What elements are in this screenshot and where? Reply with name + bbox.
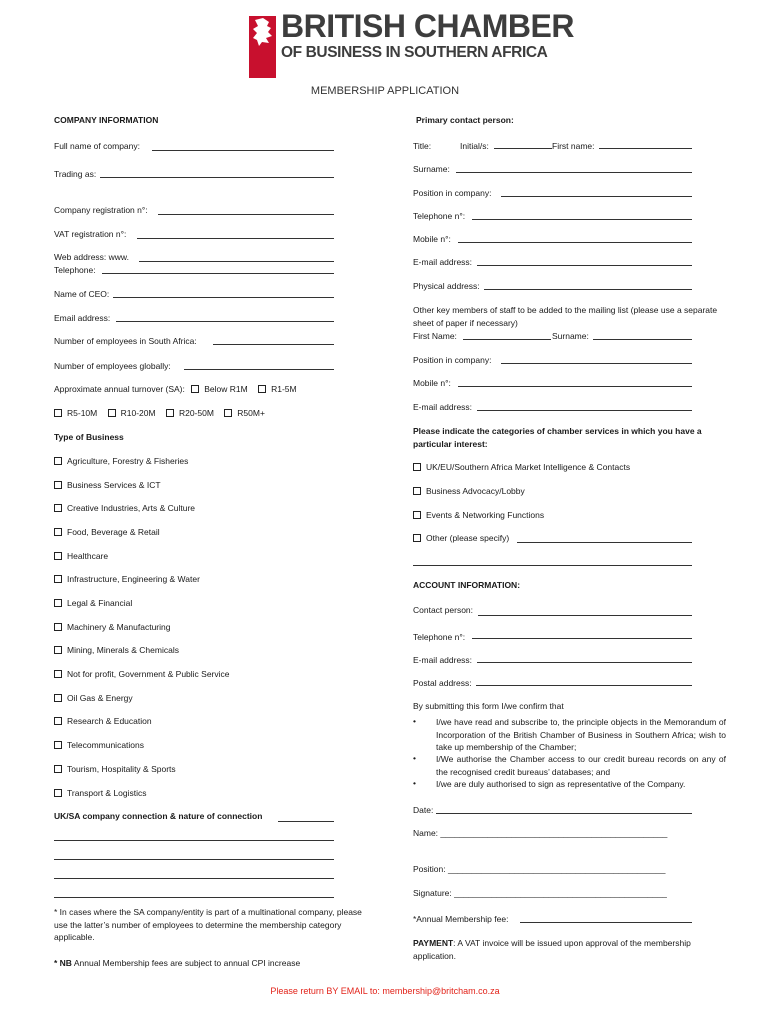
confirm-bullet: I/we have read and subscribe to, the principle objects in the Memorandum of Incorporation of the British Chamber of Business in Southern Africa; wish to take up membership of the Chamber; [436, 717, 726, 752]
business-type-option[interactable]: Legal & Financial [54, 598, 132, 608]
multinational-note: * In cases where the SA company/entity is part of a multinational company, please use the latter’s number of employees to determine the membership category applicable. [54, 907, 362, 942]
employees-global-label: Number of employees globally: [54, 361, 171, 371]
contact-first-name-field[interactable] [599, 148, 692, 149]
checkbox-icon [54, 646, 62, 654]
checkbox-icon [54, 528, 62, 536]
staff-surname-label: Surname: [552, 331, 589, 341]
return-email-footer: Please return BY EMAIL to: membership@britcham.co.za [270, 986, 500, 996]
turnover-row-1 [54, 384, 297, 394]
date-field[interactable] [436, 813, 692, 814]
staff-first-name-label: First Name: [413, 331, 457, 341]
connection-field[interactable] [54, 859, 334, 860]
staff-position-field[interactable] [501, 363, 692, 364]
service-option[interactable]: Events & Networking Functions [413, 510, 544, 520]
turnover-row-2 [54, 408, 265, 418]
telephone-label: Telephone: [54, 265, 96, 275]
contact-email-label: E-mail address: [413, 257, 473, 267]
employees-global-field[interactable] [184, 369, 334, 370]
checkbox-icon [54, 741, 62, 749]
trading-as-label: Trading as: [54, 169, 97, 179]
ceo-label: Name of CEO: [54, 289, 110, 299]
connection-field[interactable] [54, 840, 334, 841]
email-label: Email address: [54, 313, 111, 323]
payment-note: PAYMENT: A VAT invoice will be issued upon approval of the membership application. [413, 938, 691, 961]
checkbox-icon [191, 385, 199, 393]
checkbox-icon [166, 409, 174, 417]
turnover-option[interactable]: R20-50M [166, 408, 214, 418]
bullet-icon: • [413, 753, 416, 763]
account-email-field[interactable] [477, 662, 692, 663]
account-heading: ACCOUNT INFORMATION: [413, 580, 521, 590]
checkbox-icon [54, 504, 62, 512]
company-info-heading: COMPANY INFORMATION [54, 115, 159, 125]
checkbox-icon [54, 789, 62, 797]
turnover-label: Approximate annual turnover (SA): [54, 384, 185, 394]
logo-title: BRITISH CHAMBER [281, 8, 574, 44]
checkbox-icon [413, 534, 421, 542]
contact-title-label: Title: [413, 141, 432, 151]
business-type-option[interactable]: Tourism, Hospitality & Sports [54, 764, 176, 774]
connection-heading: UK/SA company connection & nature of connection [54, 811, 263, 821]
checkbox-icon [54, 409, 62, 417]
turnover-option[interactable]: R5-10M [54, 408, 97, 418]
trading-as-field[interactable] [100, 177, 334, 178]
checkbox-icon [413, 463, 421, 471]
bullet-icon: • [413, 778, 416, 788]
service-option[interactable]: Business Advocacy/Lobby [413, 486, 525, 496]
fee-label: *Annual Membership fee: [413, 914, 509, 924]
staff-mobile-label: Mobile n°: [413, 378, 451, 388]
employees-sa-label: Number of employees in South Africa: [54, 336, 197, 346]
contact-position-field[interactable] [501, 196, 692, 197]
business-type-option[interactable]: Healthcare [54, 551, 108, 561]
name-line[interactable]: Name: ________________________________________________ [413, 828, 668, 838]
bullet-icon: • [413, 716, 416, 726]
connection-field[interactable] [54, 878, 334, 879]
email-field[interactable] [116, 321, 334, 322]
vat-field[interactable] [137, 238, 334, 239]
full-name-label: Full name of company: [54, 141, 140, 151]
cpi-note: * NB Annual Membership fees are subject to annual CPI increase [54, 958, 301, 968]
contact-surname-field[interactable] [456, 172, 692, 173]
business-type-option[interactable]: Telecommunications [54, 740, 144, 750]
services-heading: Please indicate the categories of chamber services in which you have a particular interest: [413, 426, 702, 449]
connection-field[interactable] [278, 821, 334, 822]
account-telephone-field[interactable] [472, 638, 692, 639]
business-type-option[interactable]: Not for profit, Government & Public Service [54, 669, 230, 679]
contact-initials-field[interactable] [494, 148, 552, 149]
checkbox-icon [54, 599, 62, 607]
business-type-heading: Type of Business [54, 432, 124, 442]
date-label: Date: [413, 805, 434, 815]
signature-line[interactable]: Signature: _____________________________________________ [413, 888, 667, 898]
checkbox-icon [224, 409, 232, 417]
contact-initials-label: Initial/s: [460, 141, 489, 151]
checkbox-icon [54, 575, 62, 583]
turnover-option[interactable]: Below R1M [191, 384, 247, 394]
checkbox-icon [413, 487, 421, 495]
contact-telephone-field[interactable] [472, 219, 692, 220]
checkbox-icon [108, 409, 116, 417]
telephone-field[interactable] [102, 273, 334, 274]
fee-field[interactable] [520, 922, 692, 923]
staff-intro: Other key members of staff to be added to the mailing list (please use a separate sheet of paper if necessary) [413, 305, 718, 328]
business-type-option[interactable]: Research & Education [54, 716, 152, 726]
checkbox-icon [54, 457, 62, 465]
form-title: MEMBERSHIP APPLICATION [310, 85, 460, 97]
business-type-option[interactable]: Mining, Minerals & Chemicals [54, 645, 179, 655]
lion-logo-icon [249, 16, 276, 78]
web-field[interactable] [139, 261, 334, 262]
contact-mobile-label: Mobile n°: [413, 234, 451, 244]
business-type-option[interactable]: Transport & Logistics [54, 788, 147, 798]
business-type-option[interactable]: Agriculture, Forestry & Fisheries [54, 456, 188, 466]
staff-surname-field[interactable] [593, 339, 692, 340]
staff-email-label: E-mail address: [413, 402, 473, 412]
checkbox-icon [258, 385, 266, 393]
other-specify-field[interactable] [517, 542, 692, 543]
turnover-option[interactable]: R10-20M [108, 408, 156, 418]
business-type-option[interactable]: Business Services & ICT [54, 480, 161, 490]
turnover-option[interactable]: R50M+ [224, 408, 265, 418]
checkbox-icon [54, 694, 62, 702]
registration-field[interactable] [158, 214, 334, 215]
logo-subtitle: OF BUSINESS IN SOUTHERN AFRICA [281, 44, 548, 61]
checkbox-icon [54, 623, 62, 631]
vat-label: VAT registration n°: [54, 229, 127, 239]
confirm-bullet: I/we are duly authorised to sign as representative of the Company. [436, 779, 686, 789]
account-telephone-label: Telephone n°: [413, 632, 466, 642]
account-email-label: E-mail address: [413, 655, 473, 665]
contact-surname-label: Surname: [413, 164, 450, 174]
service-option[interactable]: UK/EU/Southern Africa Market Intelligence & Contacts [413, 462, 630, 472]
account-postal-field[interactable] [476, 685, 692, 686]
ceo-field[interactable] [113, 297, 334, 298]
account-contact-label: Contact person: [413, 605, 474, 615]
staff-email-field[interactable] [477, 410, 692, 411]
business-type-option[interactable]: Machinery & Manufacturing [54, 622, 170, 632]
connection-field[interactable] [54, 897, 334, 898]
checkbox-icon [54, 670, 62, 678]
service-option[interactable]: Other (please specify) [413, 533, 509, 543]
registration-label: Company registration n°: [54, 205, 148, 215]
contact-position-label: Position in company: [413, 188, 492, 198]
account-contact-field[interactable] [478, 615, 692, 616]
contact-email-field[interactable] [477, 265, 692, 266]
business-type-option[interactable]: Food, Beverage & Retail [54, 527, 160, 537]
business-type-option[interactable]: Oil Gas & Energy [54, 693, 133, 703]
contact-mobile-field[interactable] [458, 242, 692, 243]
staff-position-label: Position in company: [413, 355, 492, 365]
primary-contact-heading: Primary contact person: [416, 115, 514, 125]
web-label: Web address: www. [54, 252, 129, 262]
contact-physical-field[interactable] [484, 289, 692, 290]
business-type-option[interactable]: Creative Industries, Arts & Culture [54, 503, 195, 513]
turnover-option[interactable]: R1-5M [258, 384, 297, 394]
confirm-intro: By submitting this form I/we confirm that [413, 701, 564, 711]
contact-telephone-label: Telephone n°: [413, 211, 466, 221]
confirm-bullet: I/We authorise the Chamber access to our credit bureau records on any of the recognised credit bureaus’ databases; and [436, 754, 726, 777]
other-specify-field[interactable] [413, 565, 692, 566]
checkbox-icon [54, 552, 62, 560]
staff-mobile-field[interactable] [458, 386, 692, 387]
contact-first-name-label: First name: [552, 141, 595, 151]
full-name-field[interactable] [152, 150, 334, 151]
staff-first-name-field[interactable] [463, 339, 551, 340]
checkbox-icon [413, 511, 421, 519]
checkbox-icon [54, 481, 62, 489]
account-postal-label: Postal address: [413, 678, 472, 688]
business-type-option[interactable]: Infrastructure, Engineering & Water [54, 574, 200, 584]
checkbox-icon [54, 717, 62, 725]
contact-physical-label: Physical address: [413, 281, 480, 291]
position-line[interactable]: Position: ______________________________________________ [413, 864, 666, 874]
employees-sa-field[interactable] [213, 344, 334, 345]
checkbox-icon [54, 765, 62, 773]
